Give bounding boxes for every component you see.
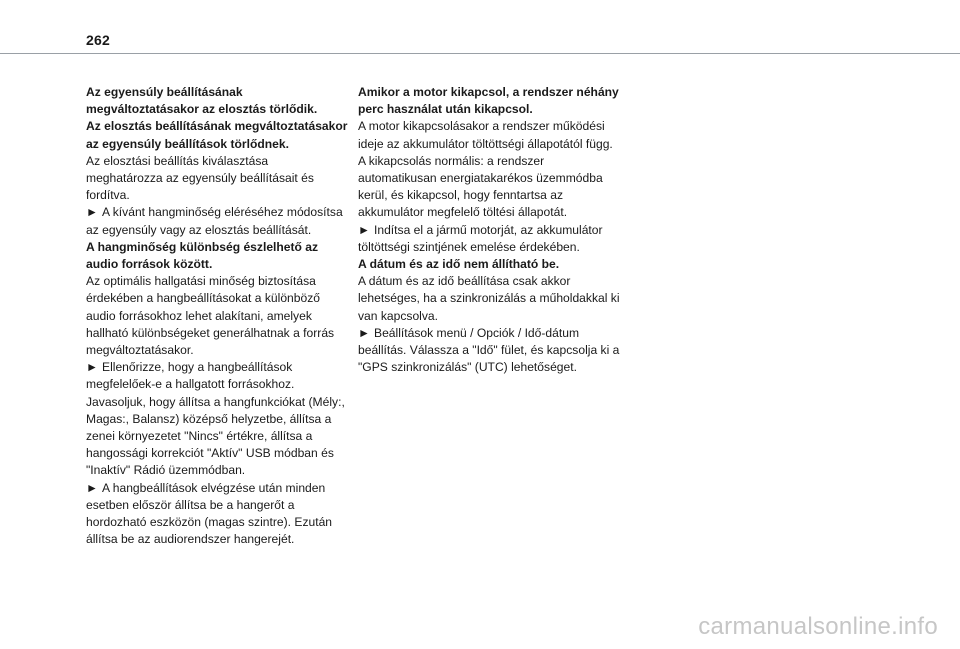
text-switch-off-normal: A kikapcsolás normális: a rendszer automatikusan energiatakarékos üzemmódba kerül, és kikapcsol, hogy fenntartsa az akkumulátor megfelelő töltési állapotát. [358,153,603,220]
text-sound-difference: Az optimális hallgatási minőség biztosítása érdekében a hangbeállításokat a különböző audio forrásokhoz lehet alakítani, amelyek hallható különbségeket generálhatnak a forrás megváltoztatásakor. [86,274,335,358]
bullet-text: Ellenőrizze, hogy a hangbeállítások megfelelőek-e a hallgatott forrásokhoz. Javasoljuk, hogy állítsa a hangfunkciókat (Mély:, Magas:, Balansz) középső helyzetbe, állítsa a zenei környezetet "Nincs" értékre, állítsa a hangossági korrekciót "Aktív" USB módban és "Inaktív" Rádió üzemmódban. [86,360,345,478]
bullet-check-settings [86,359,348,479]
bullet-set-volume [86,480,348,549]
bullet-icon: ► [86,205,98,220]
bullet-icon: ► [86,360,98,375]
text-fader-balance: Az elosztási beállítás kiválasztása meghatározza az egyensúly beállításait és fordítva. [86,153,314,203]
bullet-text: A hangbeállítások elvégzése után minden esetben először állítsa be a hangerőt a hordozható eszközön (magas szintre). Ezután állítsa be az audiorendszer hangerejét. [86,480,333,547]
heading-date-time: A dátum és az idő nem állítható be. [358,257,560,272]
header-divider [0,53,960,54]
right-column [358,84,620,376]
heading-fader-balance: Az elosztás beállításának megváltoztatásakor az egyensúly beállítások törlődnek. [86,119,348,151]
bullet-icon: ► [358,222,370,237]
bullet-icon: ► [358,325,370,340]
bullet-text: A kívánt hangminőség eléréséhez módosítsa az egyensúly vagy az elosztás beállítását. [86,205,343,237]
left-column [86,84,348,548]
bullet-start-engine [358,222,620,256]
text-operating-time: A motor kikapcsolásakor a rendszer működési ideje az akkumulátor töltöttségi állapotától függ. [358,119,613,151]
bullet-adjust-balance [86,204,348,238]
bullet-text: Indítsa el a jármű motorját, az akkumulátor töltöttségi szintjének emelése érdekében. [358,222,603,254]
bullet-icon: ► [86,480,98,495]
heading-balance-fader: Az egyensúly beállításának megváltoztatásakor az elosztás törlődik. [86,85,318,117]
heading-sound-difference: A hangminőség különbség észlelhető az audio források között. [86,239,319,272]
page-number: 262 [86,32,110,48]
text-date-time-sync: A dátum és az idő beállítása csak akkor lehetséges, ha a szinkronizálás a műholdakkal ki van kapcsolva. [358,274,620,323]
bullet-text: Beállítások menü / Opciók / Idő-dátum beállítás. Válassza a "Idő" fület, és kapcsolja ki a "GPS szinkronizálás" (UTC) lehetőséget. [358,325,620,375]
watermark-text: carmanualsonline.info [698,613,938,640]
bullet-settings-menu [358,325,620,377]
heading-engine-off: Amikor a motor kikapcsol, a rendszer néhány perc használat után kikapcsol. [358,85,619,117]
